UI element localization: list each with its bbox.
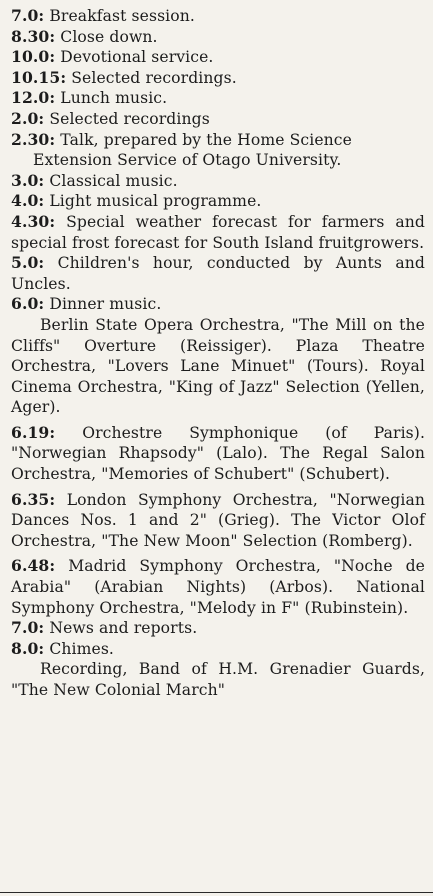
schedule-entry-0619 bbox=[11, 423, 425, 485]
schedule-entry-0300 bbox=[11, 171, 425, 192]
schedule-entry-0430 bbox=[11, 212, 425, 253]
entry-text: Light musical programme. bbox=[44, 192, 262, 211]
schedule-entry-0200 bbox=[11, 109, 425, 130]
schedule-entry-0400 bbox=[11, 191, 425, 212]
entry-continuation: Extension Service of Otago University. bbox=[33, 151, 342, 170]
schedule-entry-0648 bbox=[11, 556, 425, 618]
schedule-entry-0700pm bbox=[11, 618, 425, 639]
entry-time: 7.0: bbox=[11, 6, 45, 25]
chimes-details bbox=[11, 659, 425, 700]
entry-text: Chimes. bbox=[44, 639, 114, 658]
dinner-music-details bbox=[11, 315, 425, 418]
bottom-rule bbox=[0, 892, 433, 893]
entry-time: 2.30: bbox=[11, 129, 56, 149]
entry-text: Devotional service. bbox=[55, 48, 214, 67]
entry-time: 8.30: bbox=[11, 26, 56, 46]
entry-text: Breakfast session. bbox=[44, 7, 195, 25]
schedule-entry-1015 bbox=[11, 68, 425, 89]
entry-time: 4.30: bbox=[11, 211, 56, 231]
entry-text: Madrid Symphony Orchestra, "Noche de Arabia" (Arabian Nights) (Arbos). National Symphony Orchestra, "Melody in F" (Rubinstein). bbox=[11, 557, 425, 617]
entry-time: 5.0: bbox=[11, 253, 45, 273]
entry-text: Orchestre Symphonique (of Paris). "Norwegian Rhapsody" (Lalo). The Regal Salon Orchestra, "Memories of Schubert" (Schubert). bbox=[11, 423, 425, 484]
entry-text: Selected recordings bbox=[44, 109, 210, 128]
schedule-entry-1200 bbox=[11, 88, 425, 109]
entry-text: Children's hour, conducted by Aunts and Uncles. bbox=[11, 254, 425, 293]
entry-time: 10.15: bbox=[11, 67, 67, 87]
entry-text: Classical music. bbox=[44, 171, 178, 190]
entry-text: Selected recordings. bbox=[66, 68, 237, 87]
entry-text: News and reports. bbox=[44, 619, 198, 638]
entry-text: Dinner music. bbox=[44, 295, 162, 314]
entry-text: Special weather forecast for farmers and special frost forecast for South Island fruitgrowers. bbox=[11, 212, 425, 252]
schedule-entry-0230 bbox=[11, 130, 425, 171]
entry-time: 3.0: bbox=[11, 170, 45, 190]
entry-text: Lunch music. bbox=[55, 89, 168, 108]
schedule-entry-0700 bbox=[11, 6, 425, 27]
schedule-entry-0500 bbox=[11, 253, 425, 294]
entry-paragraph: Recording, Band of H.M. Grenadier Guards, "The New Colonial March" bbox=[11, 660, 425, 699]
entry-time: 6.35: bbox=[11, 489, 56, 509]
entry-time: 4.0: bbox=[11, 191, 45, 211]
schedule-entry-0600 bbox=[11, 294, 425, 315]
entry-text: Talk, prepared by the Home Science bbox=[55, 130, 352, 149]
entry-time: 6.0: bbox=[11, 294, 45, 314]
entry-paragraph: Berlin State Opera Orchestra, "The Mill on the Cliffs" Overture (Reissiger). Plaza Theatre Orchestra, "Lovers Lane Minuet" (Tours). Royal Cinema Orchestra, "King of Jazz" Selection (Yellen, Ager). bbox=[11, 315, 425, 417]
entry-time: 7.0: bbox=[11, 618, 45, 638]
entry-time: 2.0: bbox=[11, 108, 45, 128]
entry-time: 12.0: bbox=[11, 88, 56, 108]
schedule-entry-0635 bbox=[11, 490, 425, 552]
schedule-entry-0800pm bbox=[11, 639, 425, 660]
entry-time: 8.0: bbox=[11, 638, 45, 658]
entry-text: Close down. bbox=[55, 27, 158, 46]
entry-time: 10.0: bbox=[11, 47, 56, 67]
entry-time: 6.19: bbox=[11, 422, 56, 442]
entry-text: London Symphony Orchestra, "Norwegian Dances Nos. 1 and 2" (Grieg). The Victor Olof Orchestra, "The New Moon" Selection (Romberg). bbox=[11, 490, 425, 550]
schedule-entry-1000 bbox=[11, 47, 425, 68]
entry-time: 6.48: bbox=[11, 556, 56, 576]
schedule-entry-0830 bbox=[11, 27, 425, 48]
